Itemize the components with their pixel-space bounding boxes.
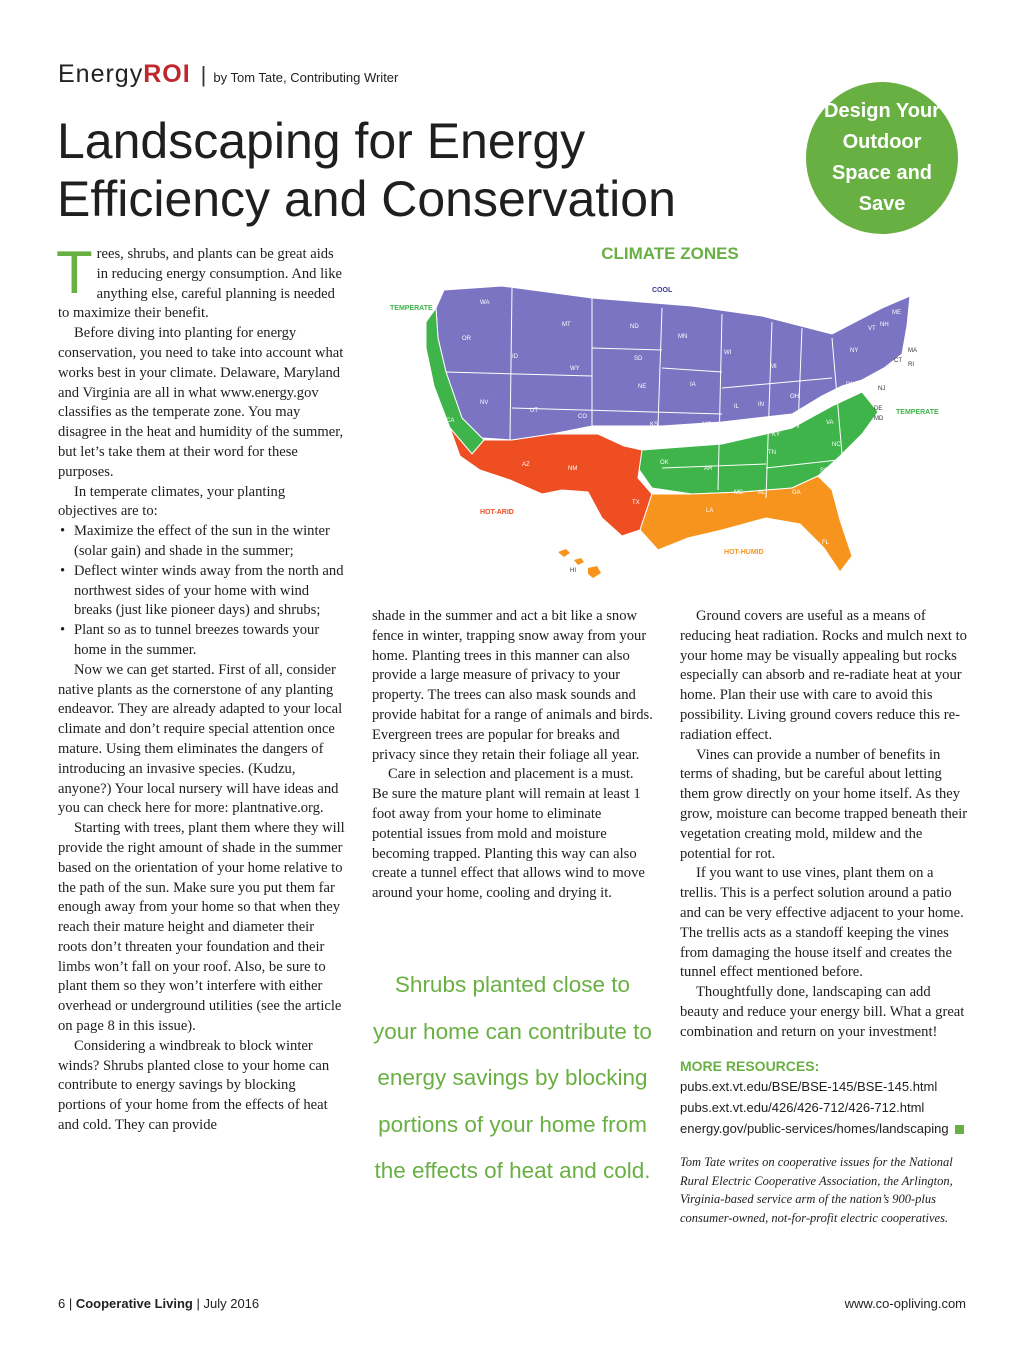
list-item: • Plant so as to tunnel breezes towards your home in the summer. bbox=[58, 621, 345, 661]
paragraph: In temperate climates, your planting objectives are to: bbox=[58, 483, 286, 520]
state-label: IN bbox=[758, 402, 764, 408]
zone-hot-arid bbox=[450, 428, 652, 536]
state-label: ME bbox=[892, 310, 901, 316]
state-label: OK bbox=[660, 460, 669, 466]
state-label: AR bbox=[704, 466, 713, 472]
article-column-1 bbox=[56, 239, 345, 1136]
resource-link[interactable]: pubs.ext.vt.edu/426/426-712/426-712.html bbox=[680, 1100, 925, 1116]
state-label: AL bbox=[758, 490, 766, 496]
resource-link[interactable]: energy.gov/public-services/homes/landscaping bbox=[680, 1121, 949, 1137]
state-label: IL bbox=[734, 404, 740, 410]
section-header bbox=[58, 60, 398, 89]
paragraph: Vines can provide a number of benefits in terms of shading, but be careful about letting them grow directly on your home itself. As they grow, moisture can become trapped beneath their vegetation creating mold, mildew and the potential for rot. bbox=[680, 746, 968, 862]
article-column-2 bbox=[372, 607, 653, 904]
state-label: NV bbox=[480, 400, 489, 406]
state-label: MT bbox=[562, 322, 571, 328]
state-label: WY bbox=[570, 366, 580, 372]
article-title: Landscaping for Energy Efficiency and Conservation bbox=[57, 113, 676, 227]
section-name-roi: ROI bbox=[143, 60, 191, 88]
state-label: VA bbox=[826, 420, 834, 426]
paragraph: Before diving into planting for energy conservation, you need to take into account what works best in your climate. Delaware, Maryland and Virginia are all in what www.energy.gov classifies as the temperate zone. You may disagree in the heat and humidity of the summer, but let’s take them at their word for these purposes. bbox=[58, 325, 344, 480]
state-label: NY bbox=[850, 348, 859, 354]
list-item: • Deflect winter winds away from the north and northwest sides of your home with wind breaks (just like pioneer days) and shrubs; bbox=[58, 562, 345, 621]
paragraph: Now we can get started. First of all, consider native plants as the cornerstone of any planting endeavor. They are already adapted to your local climate and don’t require special attention once mature. Using them eliminates the dangers of introducing an invasive species. (Kudzu, anyone?) Your local nursery will have ideas and you can check here for more: plantnative.org. bbox=[58, 661, 343, 817]
page-footer: 6 | Cooperative Living | July 2016 bbox=[58, 1296, 260, 1311]
drop-cap: T bbox=[56, 239, 93, 306]
hawaii bbox=[558, 549, 601, 578]
state-label: MS bbox=[734, 490, 743, 496]
climate-zones-map bbox=[362, 268, 962, 588]
state-label: KS bbox=[650, 422, 659, 428]
issue-date: July 2016 bbox=[203, 1296, 260, 1311]
website-link[interactable]: www.co-opliving.com bbox=[844, 1296, 966, 1311]
paragraph: Starting with trees, plant them where they will provide the right amount of shade in the summer based on the orientation of your home relative to the path of the sun. Make sure you put them far enough away from your home so that when they reach their mature height and diameter their roots don’t threaten your foundation and their limbs won’t fall on your roof. Also, be sure to plant them so they won’t interfere with either overhead or underground utilities (see the article on page 8 in this issue). bbox=[58, 820, 345, 1035]
state-label: TX bbox=[632, 500, 640, 506]
zone-label-cool: COOL bbox=[652, 287, 673, 294]
state-label: NE bbox=[638, 384, 647, 390]
state-label: AZ bbox=[522, 462, 530, 468]
resources-list bbox=[680, 1076, 970, 1139]
state-label: MN bbox=[678, 334, 688, 340]
state-label: MO bbox=[702, 422, 712, 428]
promo-badge: Design Your Outdoor Space and Save bbox=[806, 82, 958, 234]
paragraph: shade in the summer and act a bit like a snow fence in winter, trapping snow away from your home. Planting trees in this manner can also provide a large measure of privacy to your property. The trees can also mask sounds and provide habitat for a range of animals and birds. Evergreen trees are popular for breaks and privacy since they retain their foliage all year. bbox=[372, 608, 653, 763]
pull-quote: Shrubs planted close to your home can contribute to energy savings by blocking portions of your home from the effects of heat and cold. bbox=[373, 972, 652, 1184]
state-label: SD bbox=[634, 356, 643, 362]
state-label: CA bbox=[446, 418, 455, 424]
paragraph: Care in selection and placement is a must. Be sure the mature plant will remain at least 1 foot away from your home to eliminate potential issues from mold and moisture becoming trapped. Planting this way can also create a tunnel effect that allows wind to move around your home, cooling and drying it. bbox=[372, 766, 645, 902]
state-label: OH bbox=[790, 394, 799, 400]
zone-label-hot-arid: HOT-ARID bbox=[480, 509, 514, 516]
state-label: MD bbox=[874, 416, 884, 422]
state-label: MA bbox=[908, 348, 917, 354]
state-label: FL bbox=[822, 540, 830, 546]
header-divider: | bbox=[200, 62, 208, 87]
state-label: HI bbox=[570, 568, 576, 574]
list-item: • Maximize the effect of the sun in the winter (solar gain) and shade in the summer; bbox=[58, 522, 345, 562]
state-label: PA bbox=[846, 382, 854, 388]
author-bio: Tom Tate writes on cooperative issues for the National Rural Electric Cooperative Association, the Arlington, Virginia-based service arm of the nation’s 900-plus consumer-owned, not-for-profit electric cooperatives. bbox=[680, 1155, 953, 1225]
state-label: TN bbox=[768, 450, 776, 456]
state-label: LA bbox=[706, 508, 714, 514]
article-column-3 bbox=[680, 607, 970, 1227]
state-label: SC bbox=[820, 468, 829, 474]
paragraph: If you want to use vines, plant them on a trellis. This is a perfect solution around a patio and can be very effective adjacent to your home. The trellis acts as a standoff keeping the vines from damaging the house itself and creates the tunnel effect mentioned before. bbox=[680, 865, 964, 981]
state-label: VT bbox=[868, 326, 876, 332]
paragraph: Thoughtfully done, landscaping can add beauty and reduce your energy bill. What a great combination and return on your investment! bbox=[680, 984, 965, 1040]
page-number: 6 bbox=[58, 1296, 66, 1311]
objectives-list bbox=[58, 522, 345, 661]
state-label: ID bbox=[512, 354, 518, 360]
state-label: RI bbox=[908, 362, 914, 368]
section-name: Energy bbox=[58, 60, 144, 88]
state-label: WA bbox=[480, 300, 490, 306]
state-label: NH bbox=[880, 322, 889, 328]
byline: by Tom Tate, Contributing Writer bbox=[213, 70, 399, 85]
publication-name: Cooperative Living bbox=[75, 1296, 193, 1311]
state-label: UT bbox=[530, 408, 538, 414]
resource-link[interactable]: pubs.ext.vt.edu/BSE/BSE-145/BSE-145.html bbox=[680, 1079, 938, 1095]
state-label: NM bbox=[568, 466, 578, 472]
map-title: CLIMATE ZONES bbox=[601, 244, 739, 263]
paragraph: Considering a windbreak to block winter winds? Shrubs planted close to your home can contribute to energy savings by blocking portions of your home from the effects of heat and cold. They can provide bbox=[58, 1037, 330, 1134]
state-label: ND bbox=[630, 324, 639, 330]
paragraph: Ground covers are useful as a means of reducing heat radiation. Rocks and mulch next to your home may be visually appealing but rocks especially can absorb and re-radiate heat at your home. Plan their use with care to avoid this possibility. Living ground covers reduce this re-radiation effect. bbox=[680, 608, 967, 743]
state-label: DE bbox=[874, 406, 883, 412]
resources-heading: MORE RESOURCES: bbox=[680, 1057, 820, 1074]
state-label: MI bbox=[770, 364, 777, 370]
paragraph-intro bbox=[56, 239, 345, 324]
state-label: WV bbox=[804, 414, 814, 420]
state-label: WI bbox=[724, 350, 732, 356]
state-label: NC bbox=[832, 442, 841, 448]
state-label: IA bbox=[690, 382, 696, 388]
zone-label-temperate-east: TEMPERATE bbox=[896, 409, 939, 416]
state-label: GA bbox=[792, 490, 801, 496]
state-label: CO bbox=[578, 414, 587, 420]
state-label: NJ bbox=[878, 386, 886, 392]
state-label: KY bbox=[772, 432, 781, 438]
intro-text: rees, shrubs, and plants can be great aids in reducing energy consumption. And like anything else, careful planning is needed to maximize their benefit. bbox=[58, 246, 343, 322]
zone-label-hot-humid: HOT-HUMID bbox=[724, 549, 764, 556]
zone-label-temperate-west: TEMPERATE bbox=[390, 305, 433, 312]
state-label: CT bbox=[894, 358, 902, 364]
end-mark-icon bbox=[955, 1125, 964, 1134]
state-label: OR bbox=[462, 336, 471, 342]
